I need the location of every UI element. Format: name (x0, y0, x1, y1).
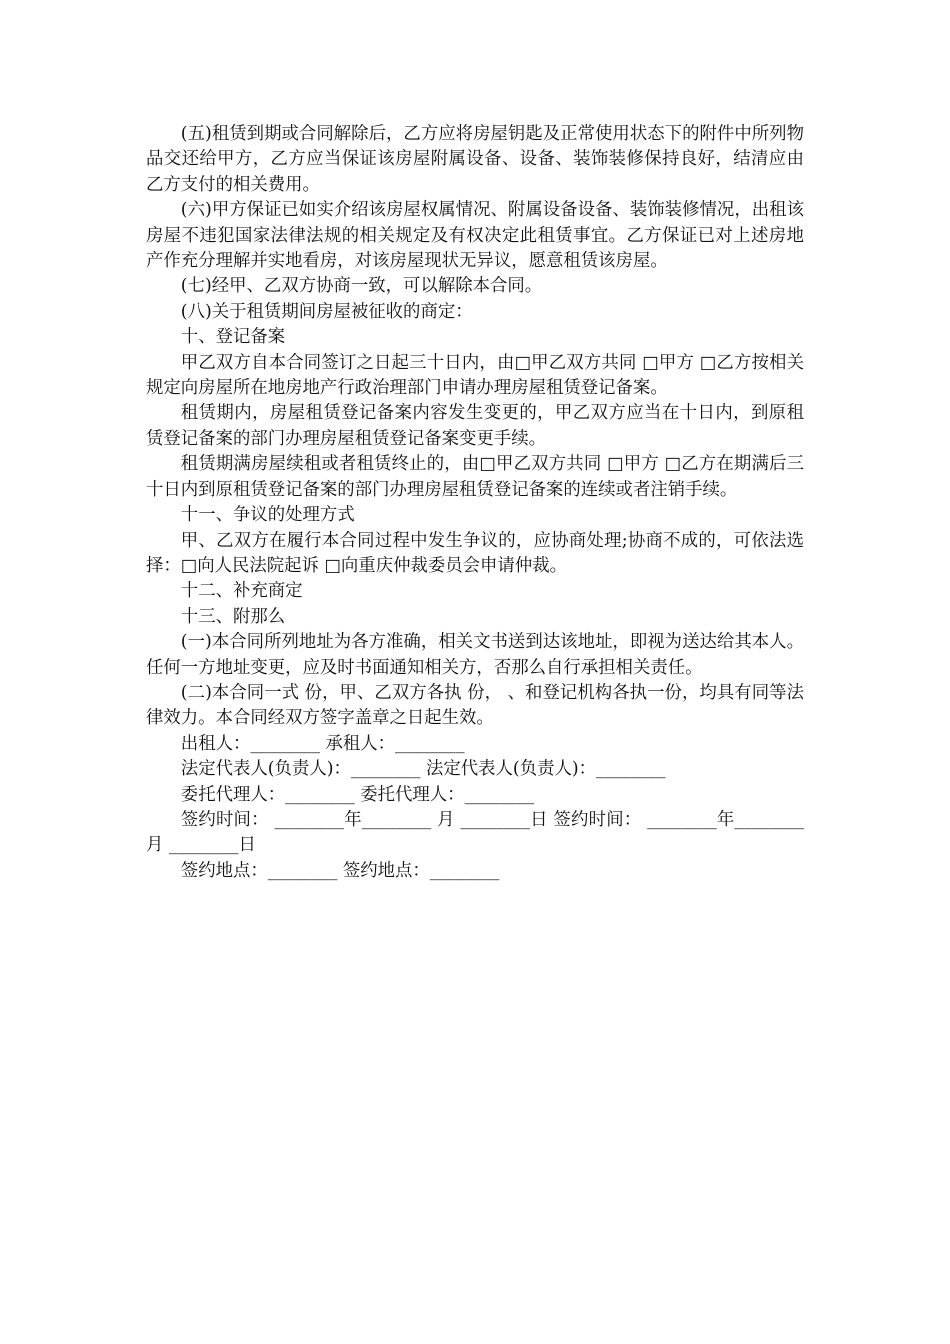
dispute-paragraph: 甲、乙双方在履行本合同过程中发生争议的，应协商处理;协商不成的，可依法选择：□向人民法院起诉 □向重庆仲裁委员会申请仲裁。 (146, 530, 804, 576)
signature-lessor-lessee: 出租人：________ 承租人：________ (180, 733, 465, 754)
signature-dates: 签约时间： ________年________ 月 ________日 签约时间： ________年________ 月 ________日 (146, 809, 810, 856)
appendix-clause-two: (二)本合同一式 份，甲、乙双方各执 份， 、和登记机构各执一份，均具有同等法律效力。本合同经双方签字盖章之日起生效。 (146, 682, 804, 729)
registration-paragraph-2: 租赁期内，房屋租赁登记备案内容发生变更的，甲乙双方应当在十日内，到原租赁登记备案的部门办理房屋租赁登记备案变更手续。 (146, 403, 804, 449)
clause-eight: (八)关于租赁期间房屋被征收的商定： (180, 301, 473, 322)
section-heading-supplement: 十二、补充商定 (180, 581, 303, 602)
appendix-clause-one: (一)本合同所列地址为各方准确，相关文书送到达该地址，即视为送达给其本人。任何一方地址变更，应及时书面通知相关方，否那么自行承担相关责任。 (146, 632, 804, 678)
registration-paragraph-1: 甲乙双方自本合同签订之日起三十日内，由□甲乙双方共同 □甲方 □乙方按相关规定向房屋所在地房地产行政治理部门申请办理房屋租赁登记备案。 (146, 352, 804, 399)
section-heading-registration: 十、登记备案 (180, 327, 286, 348)
signature-places: 签约地点：________ 签约地点：________ (180, 860, 500, 881)
clause-seven: (七)经甲、乙双方协商一致，可以解除本合同。 (180, 276, 543, 297)
section-heading-appendix: 十三、附那么 (180, 606, 286, 627)
signature-legal-representatives: 法定代表人(负责人)：________ 法定代表人(负责人)：________ (180, 759, 666, 780)
registration-paragraph-3: 租赁期满房屋续租或者租赁终止的，由□甲乙双方共同 □甲方 □乙方在期满后三十日内到原租赁登记备案的部门办理房屋租赁登记备案的连续或者注销手续。 (146, 454, 804, 500)
clause-six: (六)甲方保证已如实介绍该房屋权属情况、附属设备设备、装饰装修情况，出租该房屋不违犯国家法律法规的相关规定及有权决定此租赁事宜。乙方保证已对上述房地产作充分理解并实地看房，对该房屋现状无异议，愿意租赁该房屋。 (146, 200, 804, 272)
contract-page (146, 122, 810, 884)
clause-five: (五)租赁到期或合同解除后，乙方应将房屋钥匙及正常使用状态下的附件中所列物品交还给甲方，乙方应当保证该房屋附属设备、设备、装饰装修保持良好，结清应由乙方支付的相关费用。 (146, 124, 804, 195)
signature-agents: 委托代理人：________ 委托代理人：________ (180, 784, 535, 805)
section-heading-dispute: 十一、争议的处理方式 (180, 505, 355, 526)
